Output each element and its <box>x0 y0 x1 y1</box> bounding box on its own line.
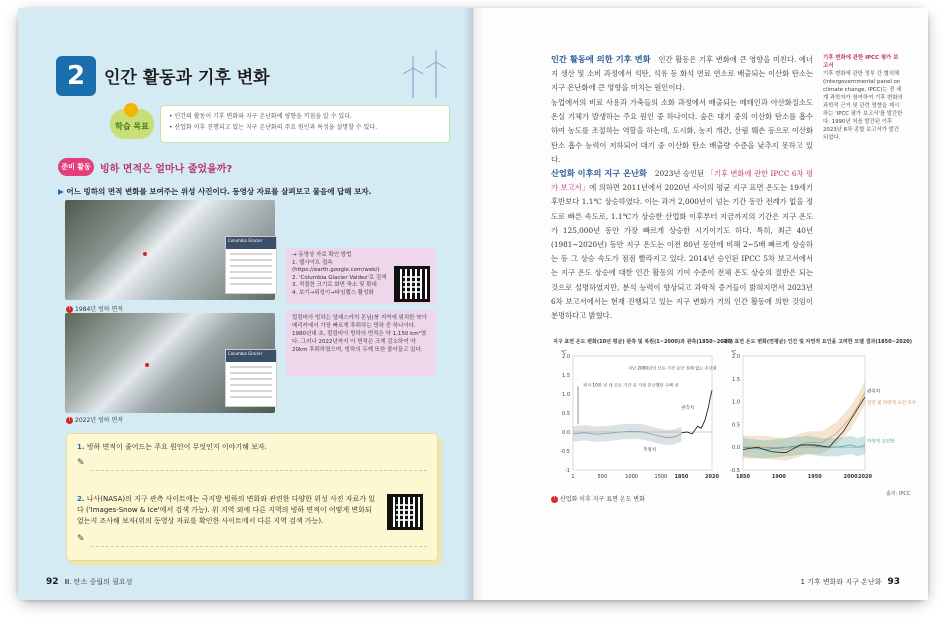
x-tick-label: 2020 <box>858 474 872 480</box>
section1-paragraph1: 인간 활동에 의한 기후 변화 인간 활동은 기후 변화에 큰 영향을 미친다. 에너지 생산 및 소비 과정에서 석탄, 석유 등 화석 연료 연소로 배출되는 이산화 탄소는 지구 온난화에 큰 영향을 미치는 원인이다. <box>551 54 814 93</box>
question-box <box>66 433 438 561</box>
page-footer-left: 92 Ⅲ. 탄소 중립의 필요성 <box>46 577 133 587</box>
objectives-list <box>160 105 450 143</box>
y-tick-label: 0.0 <box>562 430 570 436</box>
chart2-title: 지구 표면 온도 변화(연평균) 인간 및 자연적 요인을 고려한 모델 결과(1850~2020) <box>723 339 912 345</box>
triangle-bullet-icon: ▶ <box>58 187 64 196</box>
satellite-photo-1984 <box>65 200 275 300</box>
annotation-label: 과거 10만 년 내 모든 기간 중 가장 온난했던 수백 년 <box>583 382 679 388</box>
question-1: 1. 빙하 면적이 줄어드는 주요 원인이 무엇인지 이야기해 보자. <box>77 443 267 451</box>
y-tick-label: 1.5 <box>562 373 570 379</box>
objectives-badge: 학습 목표 <box>110 109 154 139</box>
pencil-icon: ✎ <box>77 534 85 544</box>
series-label: 인간 및 자연적 요인 모두 <box>867 400 917 406</box>
chapter-number: 2 <box>56 56 96 96</box>
glacier-marker <box>143 252 147 256</box>
y-tick-label: 0.5 <box>732 422 740 429</box>
x-tick-label: 1850 <box>736 474 750 480</box>
glacier-info-box: 컬럼비아 빙하는 알래스카의 몬님(북 지역에 위치한 북아메리카에서 가장 빠르게 후퇴하는 빙하 중 하나이다. 1980년대 초, 컬럼비아 빙하의 면적은 약 1,150 km²였다. 그러나 2022년까지 이 면적은 크게 감소하여 약 20km 후퇴하였으며, 빙하의 두께 또한 줄어들고 있다. <box>286 310 436 376</box>
objective-item: • 산업화 이후 진행되고 있는 지구 온난화의 주요 원인과 특성을 설명할 수 있다. <box>169 124 378 131</box>
x-tick-label: 1500 <box>654 474 668 480</box>
activity-title: 빙하 면적은 얼마나 줄었을까? <box>100 164 233 175</box>
chapter-title: 인간 활동과 기후 변화 <box>104 68 270 88</box>
x-tick-label: 1000 <box>625 474 638 480</box>
y-axis-label: ℃ <box>561 350 567 356</box>
series-label: 관측치 <box>867 389 881 395</box>
section1-heading: 인간 활동에 의한 기후 변화 <box>551 54 651 64</box>
x-tick-label: 1950 <box>807 474 822 480</box>
page-footer-right: 1 기후 변화와 지구 온난화 93 <box>800 577 900 587</box>
pencil-icon: ✎ <box>77 458 85 468</box>
y-tick-label: 2.0 <box>732 354 740 360</box>
ipcc-report-title: 「기후 변화에 관한 IPCC 6차 평가 보고서」 <box>551 169 813 193</box>
y-tick-label: 1.0 <box>732 399 740 406</box>
section1-paragraph2: 농업에서의 비료 사용과 가축들의 소화 과정에서 배출되는 메테인과 아산화질소도 온실 기체가 발생하는 주요 원인 중 하나이다. 숲은 대기 중의 이산화 탄소를 흡수하여 농도를 조절하는 역할을 하는데, 도시화, 농지 개간, 산림 훼손 등으로 이산화 탄소 흡수 능력이 저하되어 대기 중 이산화 탄소 배출량 수준을 낮추지 못하고 있다. <box>551 98 813 164</box>
reference-bar <box>577 386 579 424</box>
video-instructions-box: → 동영상 자료 확인 방법 1. 웹사이트 접속 (https://earth.google.com/web/) 2. 'Columbia Glacier Valdez'로 검색 3. 적절한 크기로 화면 축소 및 확대 4. 보기→위성이→타임랩스 활성화 <box>286 248 436 304</box>
glacier-marker <box>145 363 149 367</box>
sidebar-note: 기후 변화에 관한 IPCC 평가 보고서 기후 변화에 관한 정부 간 협의체(intergovernmental panel on climate change, IPCC)는 전 세계 과학자가 참여하여 기후 변화의 과학적 근거 및 관련 영향을 제시하는 'IPCC 평가 보고서'를 발간한다. 1990년 처음 발간된 이후 2023년 6차 종합 보고서가 발간되었다. <box>823 55 903 141</box>
series-label: 자연적 요인만 <box>867 439 895 445</box>
y-tick-label: -0.5 <box>560 449 570 455</box>
answer-line <box>91 470 427 471</box>
y-tick-label: -0.5 <box>730 468 740 474</box>
y-tick-label: 1.5 <box>732 376 740 383</box>
activity-label: 준비 활동 <box>58 158 94 176</box>
annotation-label: 추정치 <box>643 448 657 453</box>
lightbulb-icon <box>124 103 138 117</box>
y-tick-label: 0.0 <box>732 445 740 452</box>
y-tick-label: 1.0 <box>562 392 570 398</box>
chart-2 <box>723 346 917 486</box>
qr-code-icon[interactable] <box>394 266 430 302</box>
y-axis-label: ℃ <box>731 350 737 356</box>
objective-item: • 인간의 활동이 기후 변화와 지구 온난화에 영향을 끼침을 알 수 있다. <box>169 113 352 120</box>
chart-source: 출처: IPCC <box>886 491 911 497</box>
y-tick-label: -1 <box>565 468 570 474</box>
x-tick-label: 2000 <box>843 474 858 480</box>
section2-paragraph: 산업화 이후의 지구 온난화 2023년 승인된 「기후 변화에 관한 IPCC 6차 평가 보고서」에 의하면 2011년에서 2020년 사이의 평균 지구 표면 온도는 19세기 후반보다 1.1℃ 상승하였다. 이는 과거 2,000년이 넘는 기간 동안 전례가 없을 정도로 빠른 속도로, 1.1℃가 상승한 산업화 이후부터 지금까지의 기간은 지구 온도가 125,000년 동안 가장 빠르게 상승한 시기이기도 하다. 특히, 최근 40년(1981~2020년) 동안 지구 온도는 이전 80년 동안에 비해 2~5배 빠르게 상승하는 등 그 상승 속도가 점점 빨라지고 있다. 2014년 승인된 IPCC 5차 보고서에서는 지구 온도 상승에 대한 인간 활동의 기여 수준이 전체 온도 상승의 절반은 되는 것으로 설명하였지만, 분석 능력이 향상되고 과학적 증거들이 밝혀지면서 2023년 6차 보고서에서는 현재 진행되고 있는 지구 변화가 거의 인간 활동에 의한 것임이 분명하다고 밝혔다. <box>551 168 813 321</box>
chart-1 <box>553 346 718 486</box>
info-panel: Columbia Glacier <box>225 349 277 407</box>
textbook-spread <box>18 8 928 600</box>
x-tick-label: 1850 <box>674 474 689 480</box>
y-tick-label: 0.5 <box>562 411 570 417</box>
x-tick-label: 1900 <box>771 474 786 480</box>
answer-line <box>91 546 427 547</box>
question-2: 2. 나사(NASA)의 지구 관측 사이트에는 극지방 빙하의 변화와 관련한 다양한 위성 사진 자료가 있다 ('Images-Snow & Ice'에서 검색 가능). 위 지역 외에 다른 지역의 빙하 면적이 어떻게 변화되었는지 조사해 보자(위의 동영상 자료를 확인한 사이트에서 다른 지역 검색 가능). <box>77 495 375 525</box>
x-tick-label: 500 <box>597 474 608 480</box>
book-gutter <box>463 8 483 600</box>
wind-turbine-icon <box>398 50 458 100</box>
qr-code-icon[interactable] <box>387 494 423 530</box>
x-tick-label: 2020 <box>705 474 719 480</box>
y-tick-label: 2.0 <box>562 354 570 360</box>
section2-heading: 산업화 이후의 지구 온난화 <box>551 168 647 178</box>
photo-caption-2022: ! 2022년 빙하 면적 <box>66 415 123 424</box>
annotation-label: 관측치 <box>681 406 695 412</box>
photo-caption-1984: ! 1984년 빙하 면적 <box>66 304 123 313</box>
annotation-label: 지난 2000년의 모든 기간 동안 전례 없는 온난화 <box>628 365 717 371</box>
x-tick-label: 1 <box>571 474 575 480</box>
satellite-photo-2022 <box>65 313 275 413</box>
chart1-title: 지구 표면 온도 변화(10년 평균) 관측 및 복원(1~2000)과 관측(1850~2020) <box>553 339 733 345</box>
left-page <box>18 8 473 600</box>
right-page <box>473 8 928 600</box>
info-panel: Columbia Glacier <box>225 236 277 294</box>
chart-caption: ! 산업화 이후 지구 표면 온도 변화 <box>551 494 645 503</box>
activity-description: ▶ 어느 빙하의 면적 변화를 보여주는 위성 사진이다. 동영상 자료를 살펴보고 물음에 답해 보자. <box>58 187 372 196</box>
